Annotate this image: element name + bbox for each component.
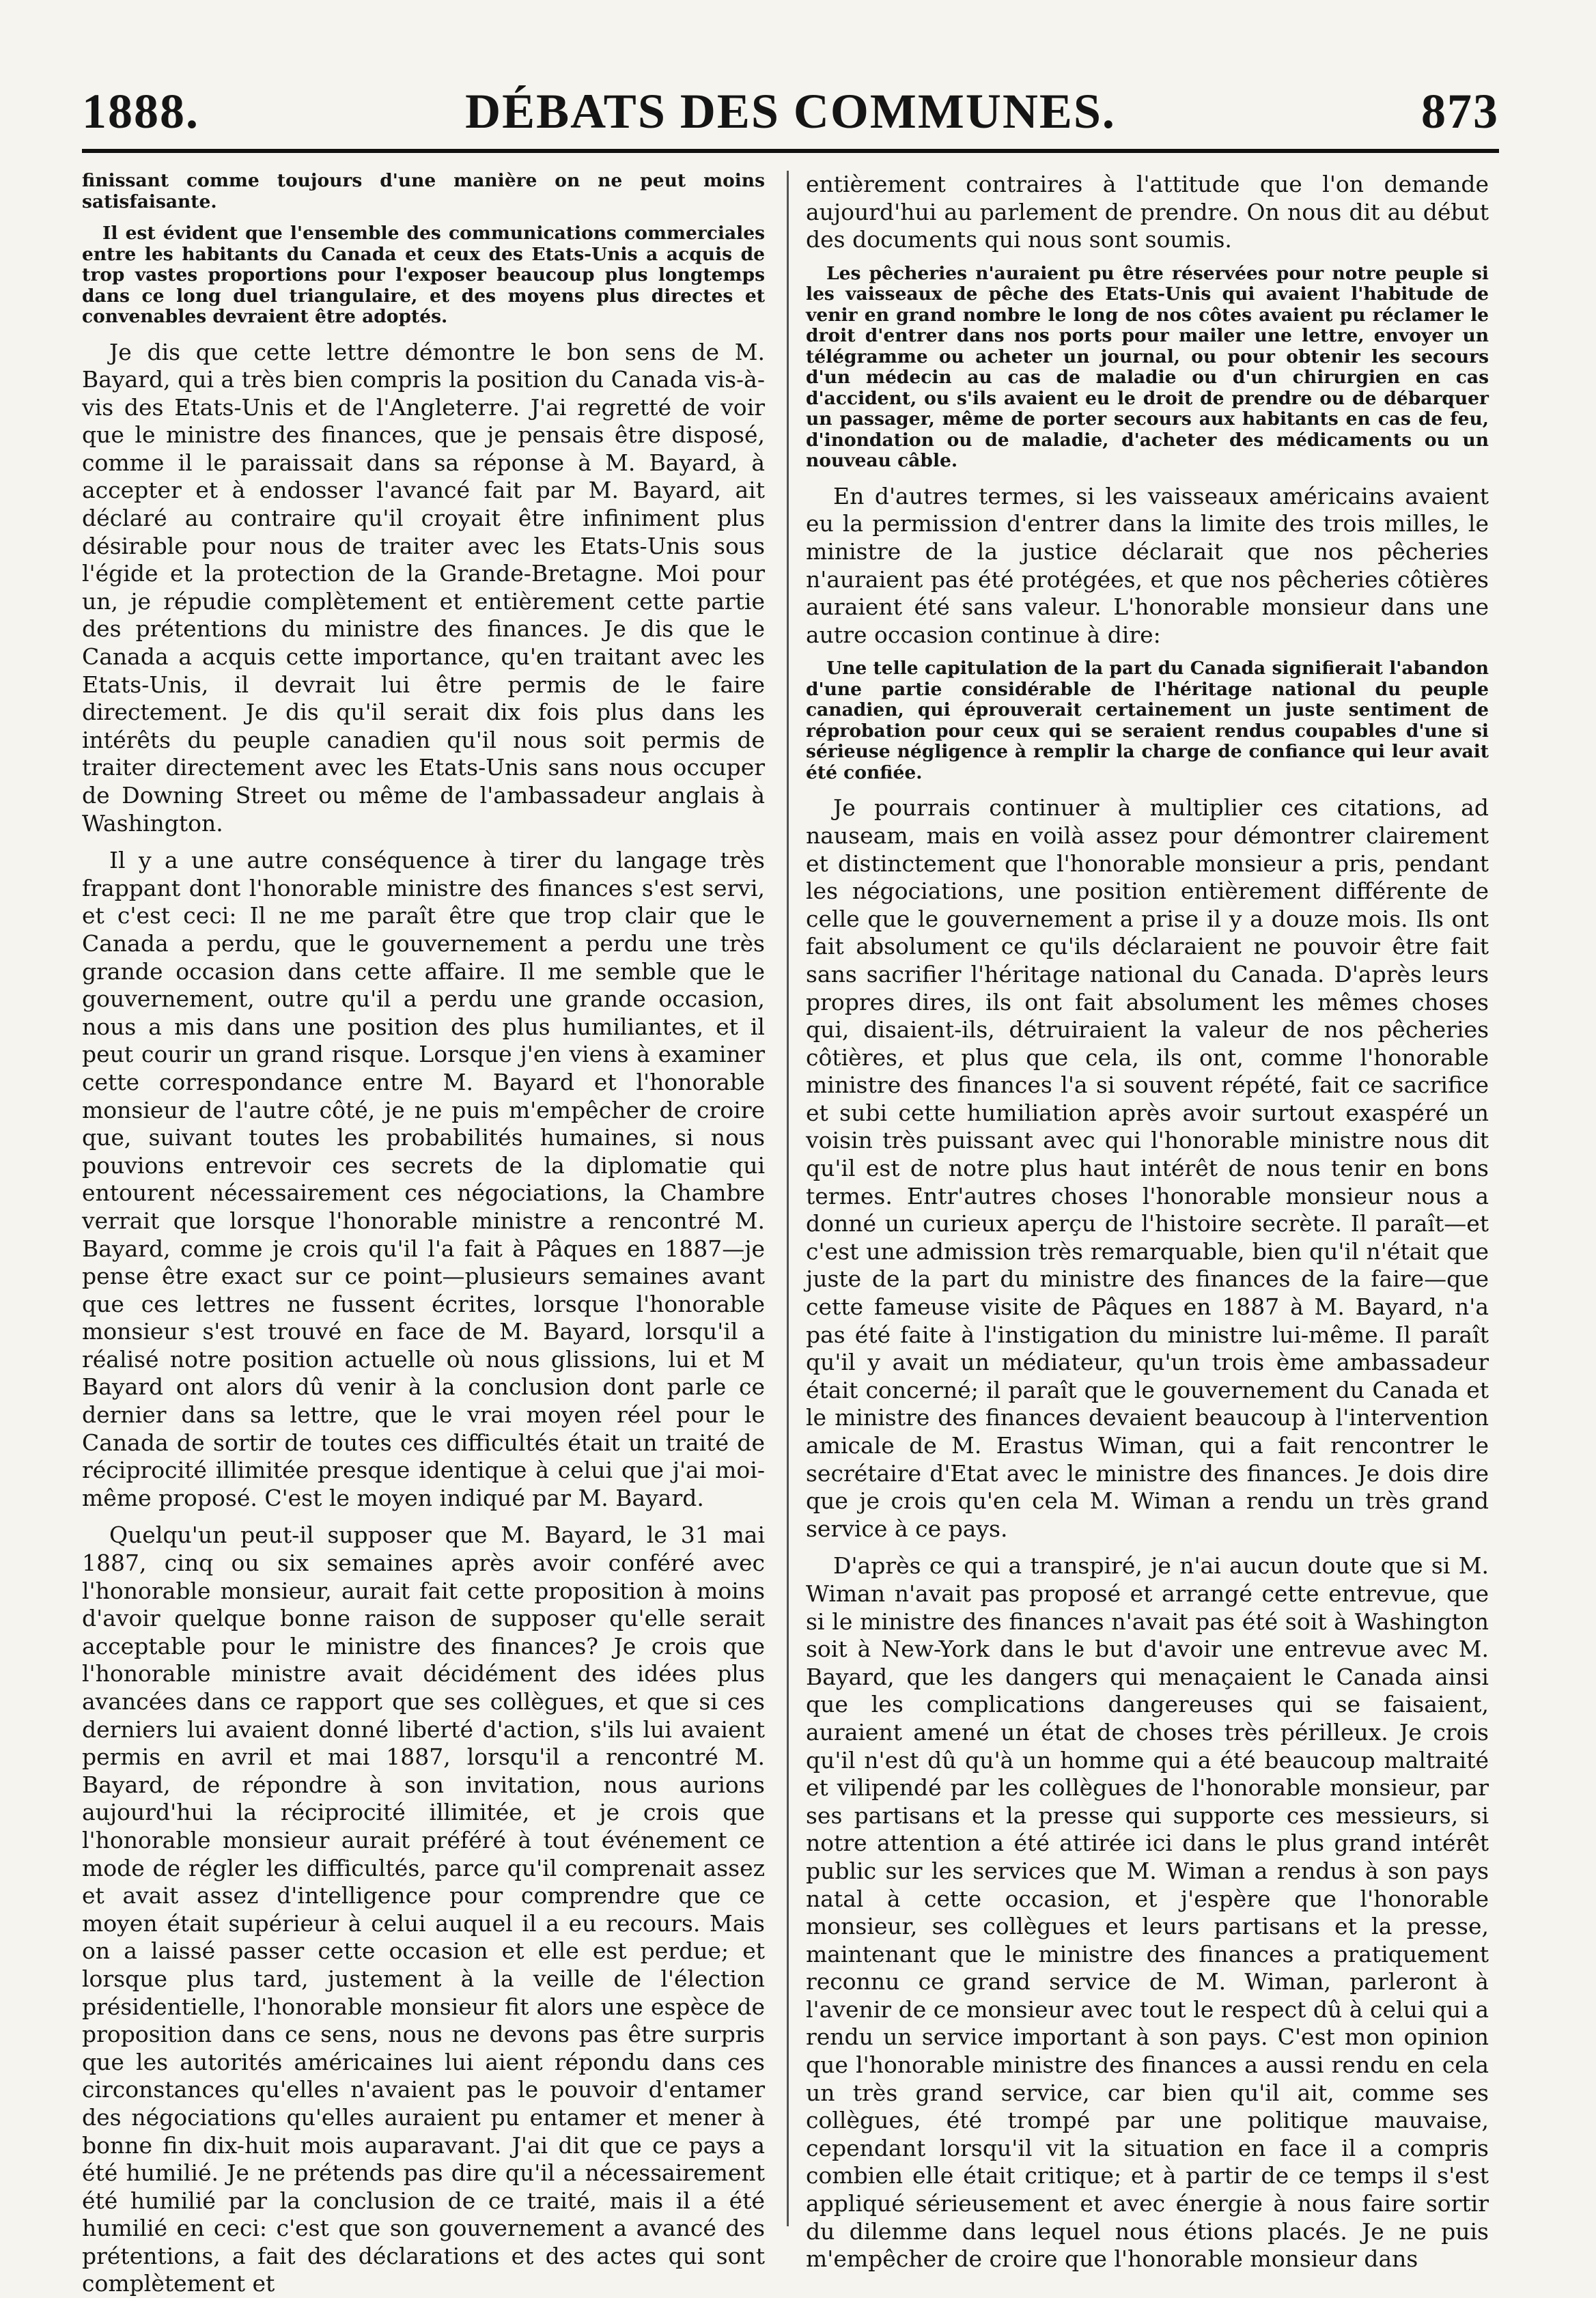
right-column xyxy=(806,171,1489,2273)
page-header xyxy=(82,81,1499,153)
body-paragraph: Je dis que cette lettre démontre le bon sens de M. Bayard, qui a très bien compris la position du Canada vis-à-vis des Etats-Unis et de l'Angleterre. J'ai regretté de voir que le ministre des finances, que je pensais être disposé, comme il le paraissait dans sa réponse à M. Bayard, à accepter et à endosser l'avancé fait par M. Bayard, ait déclaré au contraire qu'il croyait être infiniment plus désirable pour nous de traiter avec les Etats-Unis sous l'égide et la protection de la Grande-Bretagne. Moi pour un, je répudie complètement et entièrement cette partie des prétentions du ministre des finances. Je dis que le Canada a acquis cette importance, qu'en traitant avec les Etats-Unis, il devrait lui être permis de le faire directement. Je dis qu'il serait dix fois plus dans les intérêts du peuple canadien qu'il nous soit permis de traiter directement avec les Etats-Unis sans nous occuper de Downing Street ou même de l'ambassadeur anglais à Washington. xyxy=(82,338,765,837)
body-paragraph: Il y a une autre conséquence à tirer du langage très frappant dont l'honorable ministre des finances s'est servi, et c'est ceci: Il ne me paraît être que trop clair que le Canada a perdu, que le gouvernement a perdu une très grande occasion dans cette affaire. Il me semble que le gouvernement, outre qu'il a perdu une grande occasion, nous a mis dans une position des plus humiliantes, et il peut courir un grand risque. Lorsque j'en viens à examiner cette correspondance entre M. Bayard et l'honorable monsieur de l'autre côté, je ne puis m'empêcher de croire que, suivant toutes les probabilités humaines, si nous pouvions entrevoir ces secrets de la diplomatie qui entourent nécessairement ces négociations, la Chambre verrait que lorsque l'honorable ministre a rencontré M. Bayard, comme je crois qu'il l'a fait à Pâques en 1887—je pense être exact sur ce point—plusieurs semaines avant que ces lettres ne fussent écrites, lorsque l'honorable monsieur s'est trouvé en face de M. Bayard, lorsqu'il a réalisé notre position actuelle où nous glissions, lui et M Bayard ont alors dû venir à la conclusion dont parle ce dernier dans sa lettre, que le vrai moyen réel pour le Canada de sortir de toutes ces difficultés était un traité de réciprocité illimitée presque identique à celui que j'ai moi-même proposé. C'est le moyen indiqué par M. Bayard. xyxy=(82,847,765,1511)
body-paragraph: D'après ce qui a transpiré, je n'ai aucun doute que si M. Wiman n'avait pas proposé et arrangé cette entrevue, que si le ministre des finances n'avait pas été soit à Washington soit à New-York dans le but d'avoir une entrevue avec M. Bayard, que les dangers qui menaçaient le Canada ainsi que les complications dangereuses qui se faisaient, auraient amené un état de choses très périlleux. Je crois qu'il n'est dû qu'à un homme qui a été beaucoup maltraité et vilipendé par les collègues de l'honorable monsieur, par ses partisans et la presse qui supporte ces messieurs, si notre attention a été attirée ici dans le plus grand intérêt public sur les services que M. Wiman a rendus à son pays natal à cette occasion, et j'espère que l'honorable monsieur, ses collègues et leurs partisans et la presse, maintenant que le ministre des finances a pratiquement reconnu ce grand service de M. Wiman, parleront à l'avenir de ce monsieur avec tout le respect dû à celui qui a rendu un service important à son pays. C'est mon opinion que l'honorable ministre des finances a aussi rendu en cela un très grand service, car bien qu'il ait, comme ses collègues, été trompé par une politique mauvaise, cependant lorsqu'il vit la situation en face il a compris combien elle était critique; et à partir de ce temps il s'est appliqué sérieusement et avec énergie à nous faire sortir du dilemme dans lequel nous étions placés. Je ne puis m'empêcher de croire que l'honorable monsieur dans xyxy=(806,1552,1489,2273)
left-column xyxy=(82,170,765,2297)
quoted-paragraph: finissant comme toujours d'une manière on ne peut moins satisfaisante. xyxy=(82,170,765,212)
body-paragraph: Quelqu'un peut-il supposer que M. Bayard, le 31 mai 1887, cinq ou six semaines après avoir conféré avec l'honorable monsieur, aurait fait cette proposition à moins d'avoir quelque bonne raison de supposer qu'elle serait acceptable pour le ministre des finances? Je crois que l'honorable ministre avait décidément des idées plus avancées dans ce rapport que ses collègues, et que si ces derniers lui avaient donné liberté d'action, s'ils lui avaient permis en avril et mai 1887, lorsqu'il a rencontré M. Bayard, de répondre à son invitation, nous aurions aujourd'hui la réciprocité illimitée, et je crois que l'honorable monsieur aurait préféré à tout événement ce mode de régler les difficultés, parce qu'il comprenait assez et avait assez d'intelligence pour comprendre que ce moyen était supérieur à celui auquel il a eu recours. Mais on a laissé passer cette occasion et elle est perdue; et lorsque plus tard, justement à la veille de l'élection présidentielle, l'honorable monsieur fit alors une espèce de proposition dans ce sens, nous ne devons pas être surpris que les autorités américaines lui aient répondu dans ces circonstances qu'elles n'avaient pas le pouvoir d'entamer des négociations qu'elles auraient pu entamer et mener à bonne fin dix-huit mois auparavant. J'ai dit que ce pays a été humilié. Je ne prétends pas dire qu'il a nécessairement été humilié par la conclusion de ce traité, mais il a été humilié en ceci: c'est que son gouvernement a avancé des prétentions, a fait des déclarations et des actes qui sont complètement et xyxy=(82,1522,765,2297)
body-paragraph: Je pourrais continuer à multiplier ces citations, ad nauseam, mais en voilà assez pour démontrer clairement et distinctement que l'honorable monsieur a pris, pendant les négociations, une position entièrement différente de celle que le gouvernement a prise il y a douze mois. Ils ont fait absolument ce qu'ils déclaraient ne pouvoir être fait sans sacrifier l'héritage national du Canada. D'après leurs propres dires, ils ont fait absolument les mêmes choses qui, disaient-ils, détruiraient la valeur de nos pêcheries côtières, et plus que cela, ils ont, comme l'honorable ministre des finances l'a si souvent répété, fait ce sacrifice et subi cette humiliation après avoir surtout exaspéré un voisin très puissant avec qui l'honorable ministre nous dit qu'il est de notre plus haut intérêt de nous tenir en bons termes. Entr'autres choses l'honorable monsieur nous a donné un curieux aperçu de l'histoire secrète. Il paraît—et c'est une admission très remarquable, bien qu'il n'était que juste de la part du ministre des finances de la faire—que cette fameuse visite de Pâques en 1887 à M. Bayard, n'a pas été faite à l'instigation du ministre lui-même. Il paraît qu'il y avait un médiateur, qu'un trois ème ambassadeur était concerné; il paraît que le gouvernement du Canada et le ministre des finances devaient beaucoup à l'intervention amicale de M. Erastus Wiman, qui a fait rencontrer le secrétaire d'Etat avec le ministre des finances. Je dois dire que je crois qu'en cela M. Wiman a rendu un très grand service à ce pays. xyxy=(806,794,1489,1542)
body-paragraph: entièrement contraires à l'attitude que l'on demande aujourd'hui au parlement de prendre. On nous dit au début des documents qui nous sont soumis. xyxy=(806,171,1489,253)
column-divider xyxy=(787,171,789,2226)
quoted-paragraph: Les pêcheries n'auraient pu être réservées pour notre peuple si les vaisseaux de pêche des Etats-Unis qui avaient l'habitude de venir en grand nombre le long de nos côtes avaient pu réclamer le droit d'entrer dans nos ports pour mailer une lettre, envoyer un télégramme ou acheter un journal, ou pour obtenir les secours d'un médecin au cas de maladie ou d'un chirurgien en cas d'accident, ou s'ils avaient eu le droit de prendre ou de débarquer un passager, même de porter secours aux habitants en cas de feu, d'inondation ou de maladie, d'acheter des médicaments ou un nouveau câble. xyxy=(806,262,1489,472)
body-paragraph: En d'autres termes, si les vaisseaux américains avaient eu la permission d'entrer dans la limite des trois milles, le ministre de la justice déclarait que nos pêcheries n'auraient pas été protégées, et que nos pêcheries côtières auraient été sans valeur. L'honorable monsieur dans une autre occasion continue à dire: xyxy=(806,482,1489,648)
header-page-number: 873 xyxy=(1421,84,1499,139)
header-title: DÉBATS DES COMMUNES. xyxy=(465,84,1116,139)
quoted-paragraph: Une telle capitulation de la part du Canada signifierait l'abandon d'une partie considérable de l'héritage national du peuple canadien, qui éprouverait certainement un juste sentiment de réprobation pour ceux qui se seraient rendus coupables d'une si sérieuse négligence à remplir la charge de confiance qui leur avait été confiée. xyxy=(806,658,1489,783)
quoted-paragraph: Il est évident que l'ensemble des communications commerciales entre les habitants du Canada et ceux des Etats-Unis a acquis de trop vastes proportions pour l'exposer beaucoup plus longtemps dans ce long duel triangulaire, et des moyens plus directes et convenables devraient être adoptés. xyxy=(82,223,765,327)
header-year: 1888. xyxy=(82,84,199,139)
